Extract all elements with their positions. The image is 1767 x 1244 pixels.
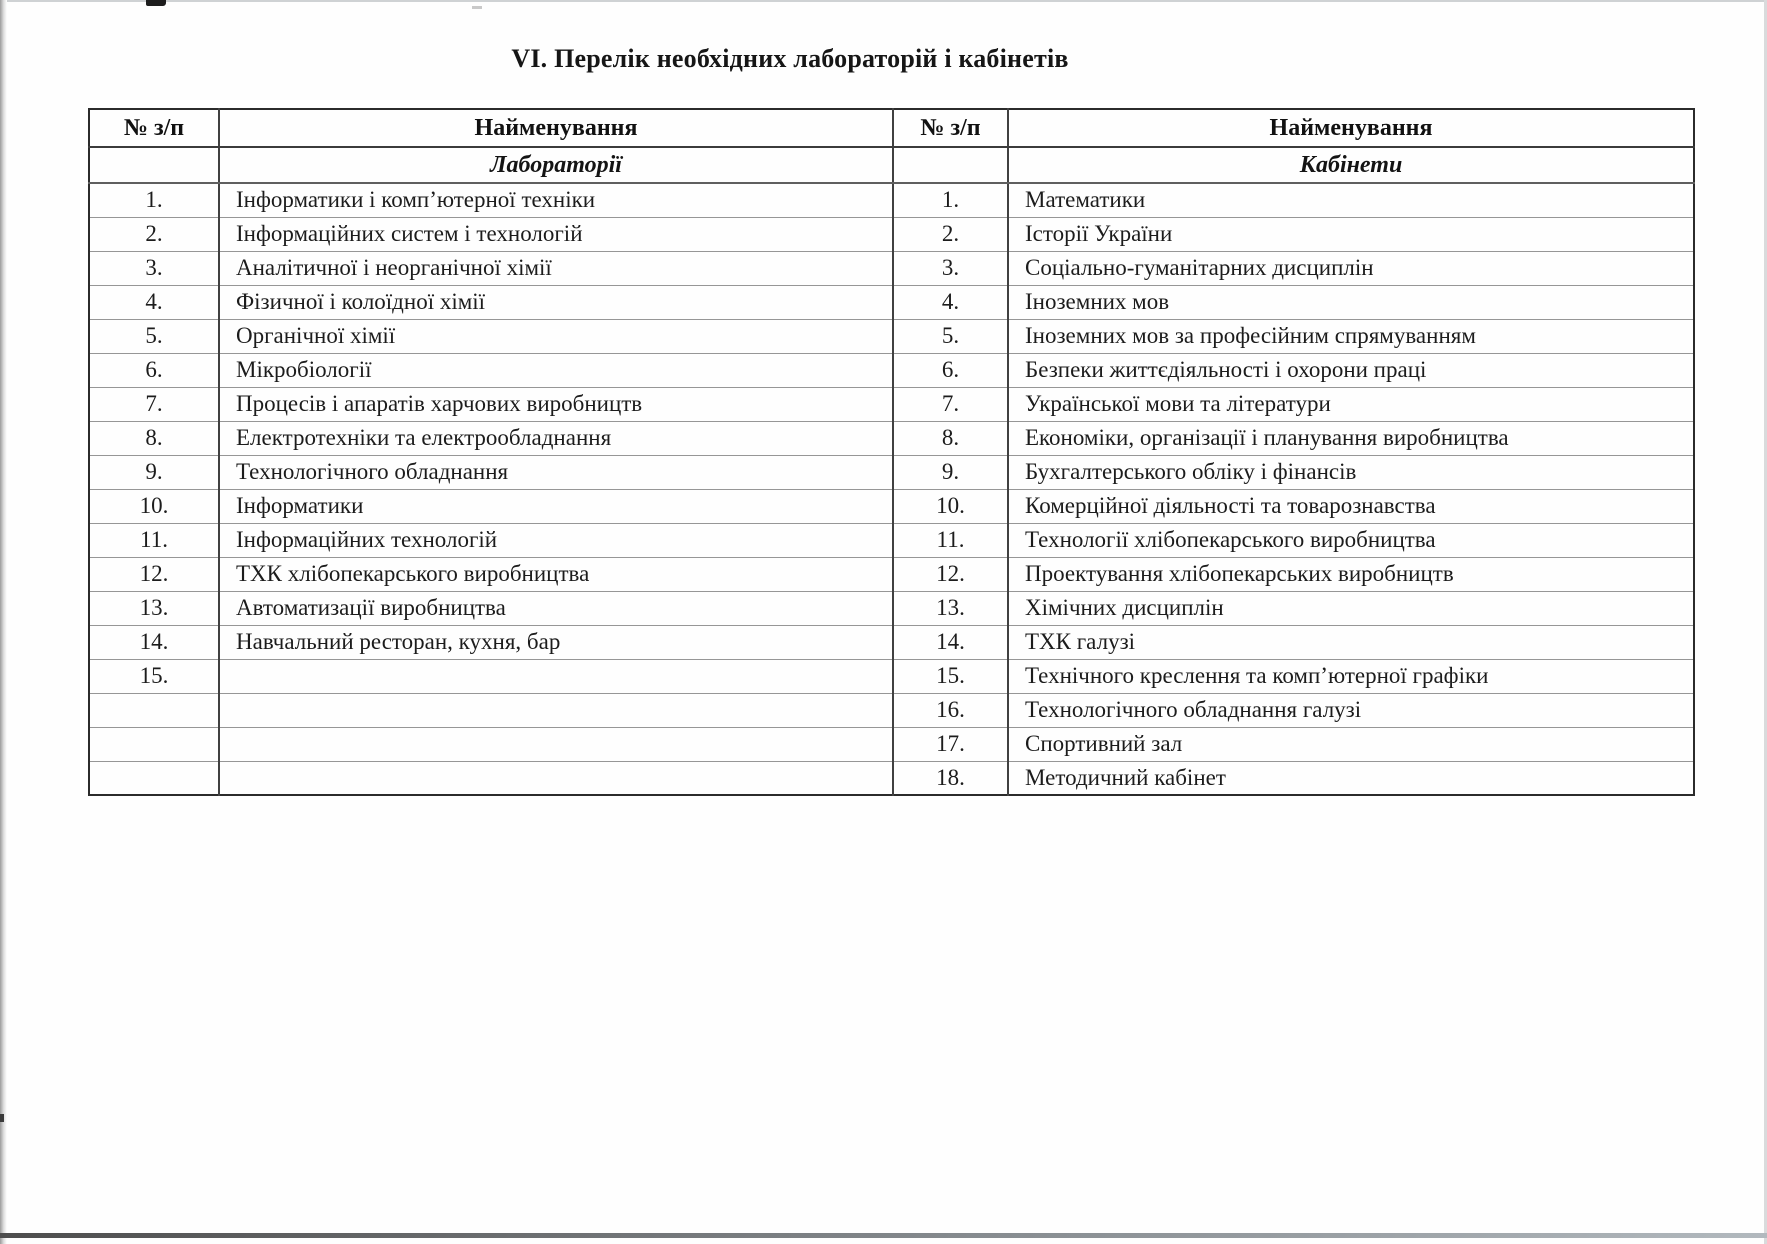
cell-left-name: Електротехніки та електрообладнання — [219, 421, 893, 455]
cell-right-name: Історії України — [1008, 217, 1694, 251]
cell-right-number: 12. — [893, 557, 1008, 591]
cell-left-number: 4. — [89, 285, 219, 319]
cell-left-name: Органічної хімії — [219, 319, 893, 353]
table-row — [89, 659, 1694, 693]
cell-left-number — [89, 761, 219, 795]
section-header-laboratories: Лабораторії — [219, 147, 893, 183]
cell-right-name: Математики — [1008, 183, 1694, 217]
scan-edge-top — [0, 0, 1767, 2]
cell-right-name: Соціально-гуманітарних дисциплін — [1008, 251, 1694, 285]
cell-left-name: Інформатики — [219, 489, 893, 523]
cell-left-number — [89, 693, 219, 727]
cell-left-name — [219, 727, 893, 761]
cell-right-name: Української мови та літератури — [1008, 387, 1694, 421]
table-row — [89, 251, 1694, 285]
cell-left-number: 10. — [89, 489, 219, 523]
cell-right-name: Бухгалтерського обліку і фінансів — [1008, 455, 1694, 489]
cell-left-name: Навчальний ресторан, кухня, бар — [219, 625, 893, 659]
scan-edge-bottom — [0, 1233, 1767, 1238]
cell-left-number: 7. — [89, 387, 219, 421]
cell-left-number: 12. — [89, 557, 219, 591]
cell-right-name: ТХК галузі — [1008, 625, 1694, 659]
cell-right-number: 9. — [893, 455, 1008, 489]
cell-right-number: 1. — [893, 183, 1008, 217]
cell-left-number: 6. — [89, 353, 219, 387]
cell-right-number: 14. — [893, 625, 1008, 659]
scan-artifact-dot — [0, 1114, 4, 1122]
cell-right-name: Хімічних дисциплін — [1008, 591, 1694, 625]
table-row — [89, 693, 1694, 727]
cell-left-name: Інформаційних систем і технологій — [219, 217, 893, 251]
cell-left-number: 8. — [89, 421, 219, 455]
cell-right-name: Безпеки життєдіяльності і охорони праці — [1008, 353, 1694, 387]
cell-right-name: Комерційної діяльності та товарознавства — [1008, 489, 1694, 523]
cell-left-number: 15. — [89, 659, 219, 693]
cell-left-number: 5. — [89, 319, 219, 353]
cell-left-number: 9. — [89, 455, 219, 489]
cell-left-number: 2. — [89, 217, 219, 251]
cell-right-number: 6. — [893, 353, 1008, 387]
cell-left-name — [219, 693, 893, 727]
cell-left-name — [219, 761, 893, 795]
table-header-row — [89, 109, 1694, 147]
table-row — [89, 285, 1694, 319]
cell-left-name — [219, 659, 893, 693]
cell-right-number: 2. — [893, 217, 1008, 251]
cell-left-name: Фізичної і колоїдної хімії — [219, 285, 893, 319]
table-row — [89, 523, 1694, 557]
cell-right-name: Технологічного обладнання галузі — [1008, 693, 1694, 727]
cell-left-number: 14. — [89, 625, 219, 659]
cell-right-name: Технології хлібопекарського виробництва — [1008, 523, 1694, 557]
table-row — [89, 319, 1694, 353]
section-spacer-right — [893, 147, 1008, 183]
table-row — [89, 353, 1694, 387]
cell-right-name: Іноземних мов за професійним спрямуванням — [1008, 319, 1694, 353]
cell-right-name: Методичний кабінет — [1008, 761, 1694, 795]
cell-left-number: 13. — [89, 591, 219, 625]
table-row — [89, 421, 1694, 455]
cell-left-name: Інформаційних технологій — [219, 523, 893, 557]
table-row — [89, 761, 1694, 795]
table-row — [89, 727, 1694, 761]
cell-left-number: 11. — [89, 523, 219, 557]
cell-left-name: Технологічного обладнання — [219, 455, 893, 489]
cell-right-number: 4. — [893, 285, 1008, 319]
table-row — [89, 557, 1694, 591]
col-header-name-left: Найменування — [219, 109, 893, 147]
table-row — [89, 217, 1694, 251]
col-header-number-right: № з/п — [893, 109, 1008, 147]
cell-left-number: 3. — [89, 251, 219, 285]
cell-right-name: Іноземних мов — [1008, 285, 1694, 319]
cell-left-name: Процесів і апаратів харчових виробництв — [219, 387, 893, 421]
section-spacer-left — [89, 147, 219, 183]
cell-right-number: 18. — [893, 761, 1008, 795]
scan-artifact-mark — [146, 0, 166, 6]
cell-right-name: Економіки, організації і планування виробництва — [1008, 421, 1694, 455]
cell-left-name: Мікробіології — [219, 353, 893, 387]
cell-left-number: 1. — [89, 183, 219, 217]
labs-cabinets-table — [88, 108, 1695, 796]
table-row — [89, 591, 1694, 625]
cell-right-name: Проектування хлібопекарських виробництв — [1008, 557, 1694, 591]
cell-right-number: 10. — [893, 489, 1008, 523]
cell-left-name: Аналітичної і неорганічної хімії — [219, 251, 893, 285]
page-title: VI. Перелік необхідних лабораторій і кабінетів — [511, 44, 1069, 73]
cell-right-name: Спортивний зал — [1008, 727, 1694, 761]
cell-left-name: Інформатики і комп’ютерної техніки — [219, 183, 893, 217]
cell-right-number: 13. — [893, 591, 1008, 625]
table-section-row — [89, 147, 1694, 183]
section-header-cabinets: Кабінети — [1008, 147, 1694, 183]
table-row — [89, 455, 1694, 489]
col-header-name-right: Найменування — [1008, 109, 1694, 147]
cell-left-name: ТХК хлібопекарського виробництва — [219, 557, 893, 591]
cell-left-number — [89, 727, 219, 761]
cell-right-number: 11. — [893, 523, 1008, 557]
cell-right-number: 5. — [893, 319, 1008, 353]
col-header-number-left: № з/п — [89, 109, 219, 147]
cell-right-number: 16. — [893, 693, 1008, 727]
scan-artifact-speck — [472, 6, 482, 9]
scan-edge-left — [0, 0, 7, 1244]
cell-right-number: 17. — [893, 727, 1008, 761]
cell-right-number: 7. — [893, 387, 1008, 421]
table-row — [89, 625, 1694, 659]
cell-left-name: Автоматизації виробництва — [219, 591, 893, 625]
cell-right-number: 15. — [893, 659, 1008, 693]
cell-right-number: 8. — [893, 421, 1008, 455]
table-row — [89, 183, 1694, 217]
table-row — [89, 387, 1694, 421]
cell-right-name: Технічного креслення та комп’ютерної графіки — [1008, 659, 1694, 693]
labs-cabinets-table-wrap — [88, 108, 1695, 796]
table-row — [89, 489, 1694, 523]
cell-right-number: 3. — [893, 251, 1008, 285]
